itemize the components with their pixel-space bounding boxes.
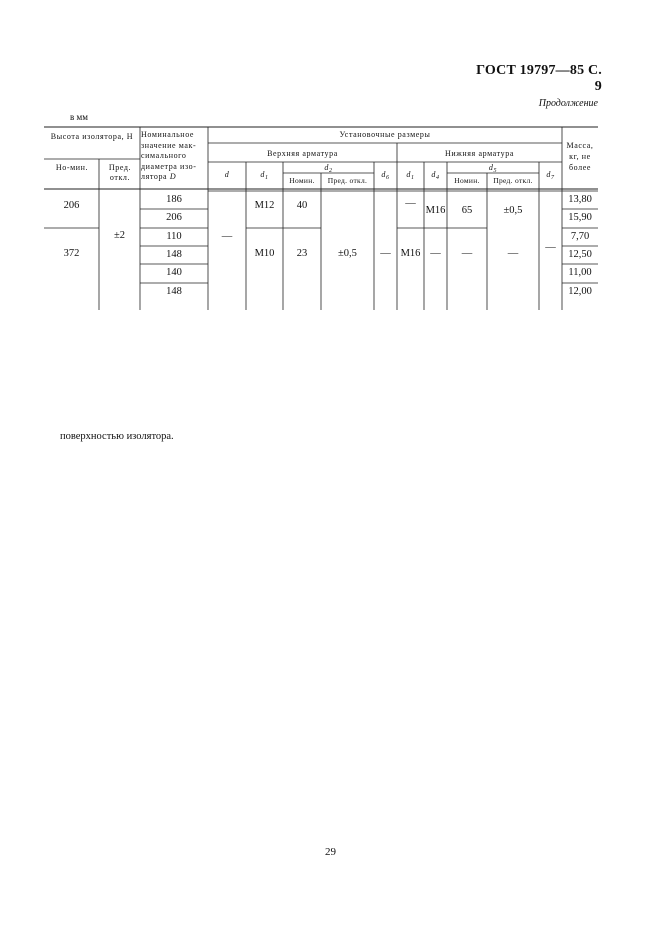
lower-d5-nom-b: —	[461, 248, 473, 259]
upper-d6-header: $d_6$	[381, 170, 390, 181]
diameter-cell: 148	[166, 286, 182, 297]
d-value: —	[221, 231, 233, 242]
height-nom-372: 372	[63, 248, 80, 259]
upper-d2-dev: ±0,5	[338, 248, 357, 259]
mass-cell: 12,00	[568, 286, 592, 297]
upper-d2-nom-a: 40	[296, 200, 308, 211]
lower-d4-b: —	[430, 248, 441, 259]
upper-d2-nom-b: 23	[296, 248, 308, 259]
lower-d1-b: M16	[400, 248, 421, 259]
document-reference: ГОСТ 19797—85 С. 9	[476, 63, 602, 94]
lower-d5-dev-a: ±0,5	[503, 205, 523, 216]
mass-header: Масса, кг, не более	[566, 141, 594, 172]
upper-d1-header: $d_1$	[260, 170, 269, 181]
upper-d6: —	[380, 248, 391, 259]
page-number: 29	[325, 846, 336, 858]
mass-cell: 11,00	[568, 267, 592, 278]
lower-d4-a: M16	[425, 205, 446, 216]
upper-d1-a: M12	[254, 200, 275, 211]
height-dev: ±2	[113, 230, 125, 241]
height-nom-206: 206	[63, 200, 80, 211]
lower-d5-dev-b: —	[507, 248, 519, 259]
body-text-fragment: поверхностью изолятора.	[60, 431, 174, 442]
height-dev-header: Пред. откл.	[108, 163, 132, 182]
lower-d7-header: $d_7$	[546, 170, 555, 181]
mass-cell: 13,80	[568, 194, 592, 205]
upper-d1-b: M10	[254, 248, 275, 259]
diameter-cell: 110	[166, 231, 182, 242]
lower-d4-header: $d_4$	[431, 170, 440, 181]
install-sizes-header: Установочные размеры	[339, 130, 431, 139]
lower-d5-dev-header: Пред. откл.	[493, 176, 533, 185]
d-header: d	[224, 170, 230, 179]
lower-d5-header: $d_5$	[488, 163, 498, 174]
diameter-cell: 148	[166, 249, 182, 260]
diameter-header: Номинальное значение мак- симального диаметра изо- лятора D	[141, 130, 197, 181]
upper-d2-header: $d_2$	[324, 163, 333, 174]
diameter-cell: 140	[166, 267, 182, 278]
lower-d1-a: —	[405, 198, 416, 209]
upper-d2-nom-header: Номин.	[289, 176, 315, 185]
lower-d5-nom-header: Номин.	[454, 176, 480, 185]
lower-fitting-header: Нижняя арматура	[445, 149, 514, 158]
mass-cell: 12,50	[568, 249, 592, 260]
mass-cell: 7,70	[570, 231, 590, 242]
diameter-cell: 186	[166, 194, 182, 205]
upper-d2-dev-header: Пред. откл.	[327, 176, 368, 185]
lower-d5-nom-a: 65	[461, 205, 473, 216]
lower-d1-header: $d_1$	[406, 170, 415, 181]
lower-d7: —	[545, 242, 556, 253]
units-label: в мм	[70, 112, 88, 122]
upper-fitting-header: Верхняя арматура	[267, 149, 338, 158]
height-group-header: Высота изолятора, Н	[50, 132, 134, 141]
diameter-cell: 206	[166, 212, 182, 223]
continuation-label: Продолжение	[538, 98, 598, 109]
height-nom-header: Но-мин.	[55, 163, 89, 172]
mass-cell: 15,90	[568, 212, 592, 223]
